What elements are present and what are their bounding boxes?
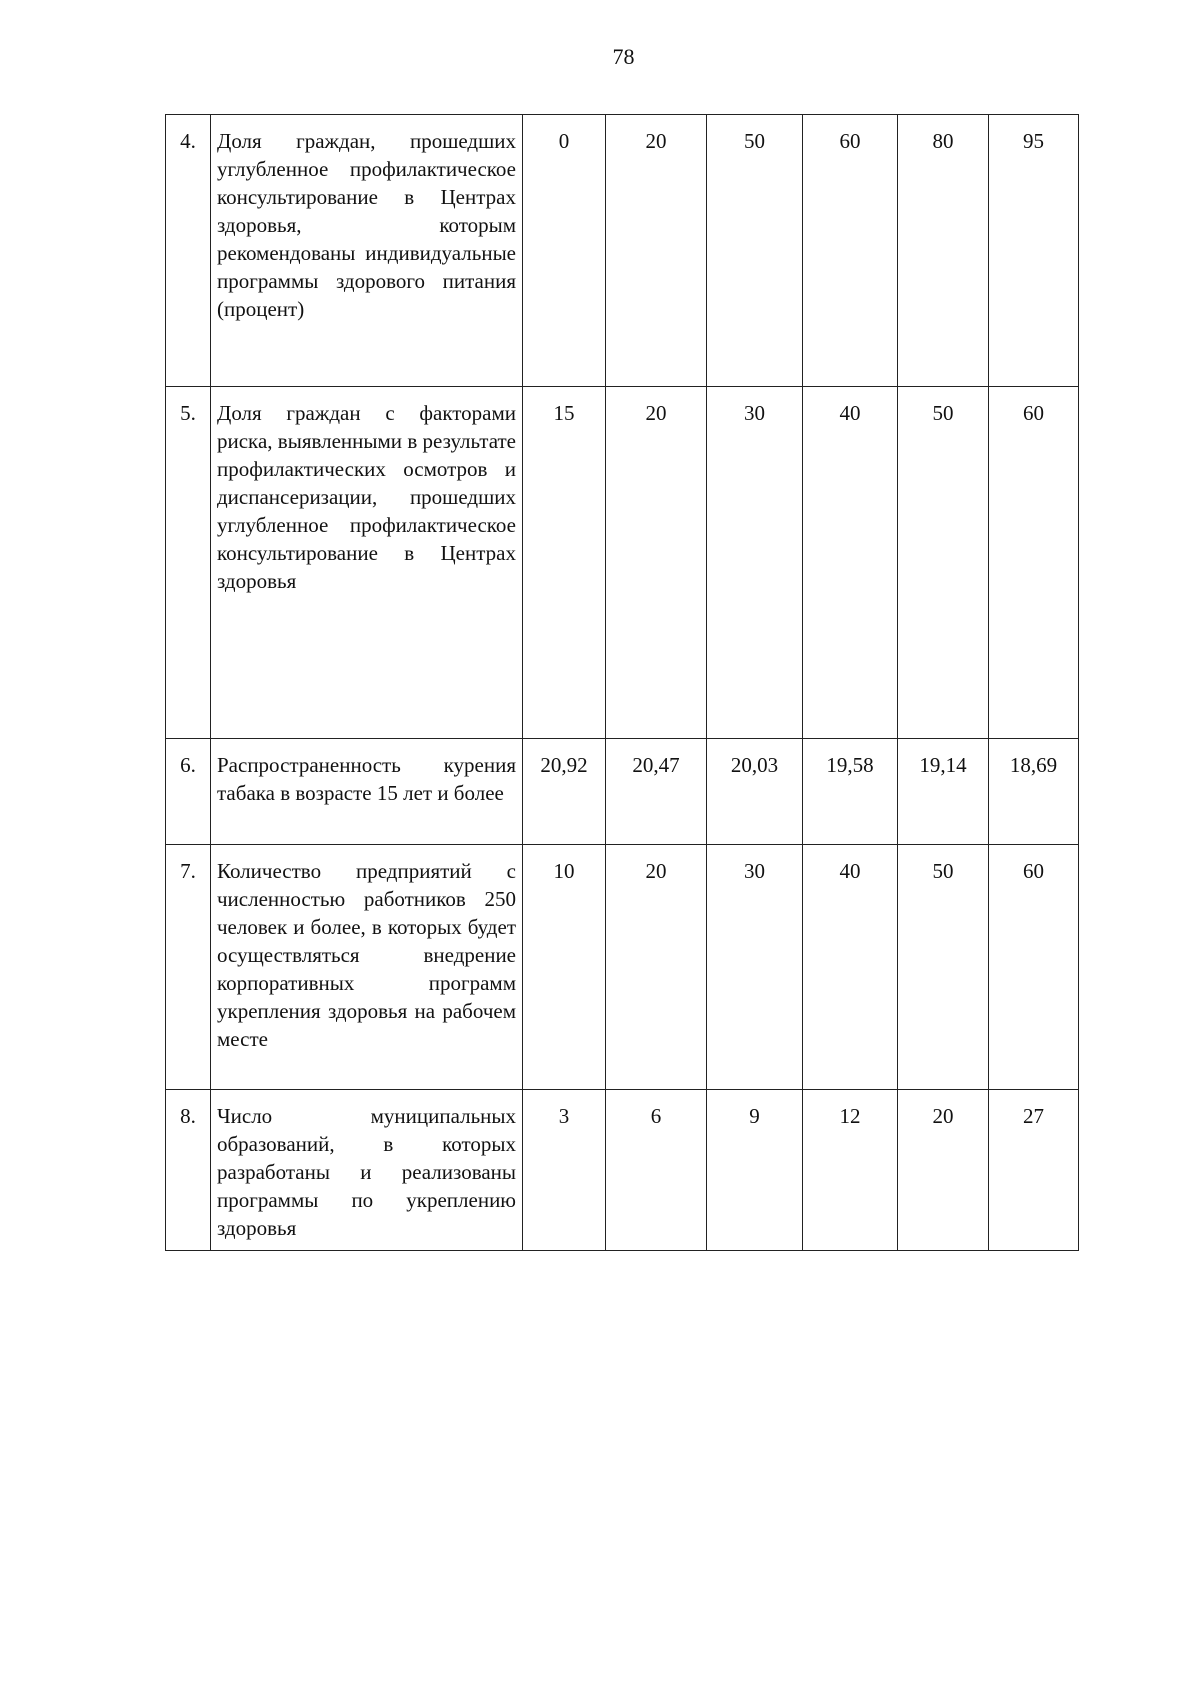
page-number: 78 [612,44,635,69]
value-cell: 60 [989,845,1079,1090]
table-row [166,387,1079,739]
indicator-name: Количество предприятий с численностью работников 250 человек и более, в которых будет осуществляться внедрение корпоративных программ укрепления здоровья на рабочем месте [211,845,523,1090]
table-row [166,115,1079,387]
value-cell: 12 [803,1090,898,1251]
indicator-name: Число муниципальных образований, в которых разработаны и реализованы программы по укреплению здоровья [211,1090,523,1251]
value-cell: 30 [707,845,803,1090]
row-number: 5. [166,387,211,739]
indicator-name: Доля граждан с факторами риска, выявленными в результате профилактических осмотров и диспансеризации, прошедших углубленное профилактическое консультирование в Центрах здоровья [211,387,523,739]
row-number: 8. [166,1090,211,1251]
value-cell: 20,47 [606,739,707,845]
value-cell: 20 [606,387,707,739]
value-cell: 27 [989,1090,1079,1251]
value-cell: 19,58 [803,739,898,845]
value-cell: 3 [523,1090,606,1251]
value-cell: 18,69 [989,739,1079,845]
value-cell: 40 [803,845,898,1090]
table-row [166,845,1079,1090]
value-cell: 95 [989,115,1079,387]
value-cell: 10 [523,845,606,1090]
row-number: 4. [166,115,211,387]
value-cell: 60 [803,115,898,387]
row-number: 7. [166,845,211,1090]
value-cell: 40 [803,387,898,739]
value-cell: 9 [707,1090,803,1251]
value-cell: 80 [898,115,989,387]
value-cell: 20 [606,845,707,1090]
value-cell: 30 [707,387,803,739]
value-cell: 60 [989,387,1079,739]
value-cell: 15 [523,387,606,739]
value-cell: 20,03 [707,739,803,845]
value-cell: 50 [898,845,989,1090]
value-cell: 50 [707,115,803,387]
table-row [166,739,1079,845]
value-cell: 0 [523,115,606,387]
value-cell: 20,92 [523,739,606,845]
table-row [166,1090,1079,1251]
indicator-name: Доля граждан, прошедших углубленное профилактическое консультирование в Центрах здоровья, которым рекомендованы индивидуальные программы здорового питания (процент) [211,115,523,387]
indicator-name: Распространенность курения табака в возрасте 15 лет и более [211,739,523,845]
value-cell: 6 [606,1090,707,1251]
row-number: 6. [166,739,211,845]
value-cell: 19,14 [898,739,989,845]
value-cell: 20 [898,1090,989,1251]
value-cell: 20 [606,115,707,387]
indicators-table [165,114,1079,1251]
value-cell: 50 [898,387,989,739]
